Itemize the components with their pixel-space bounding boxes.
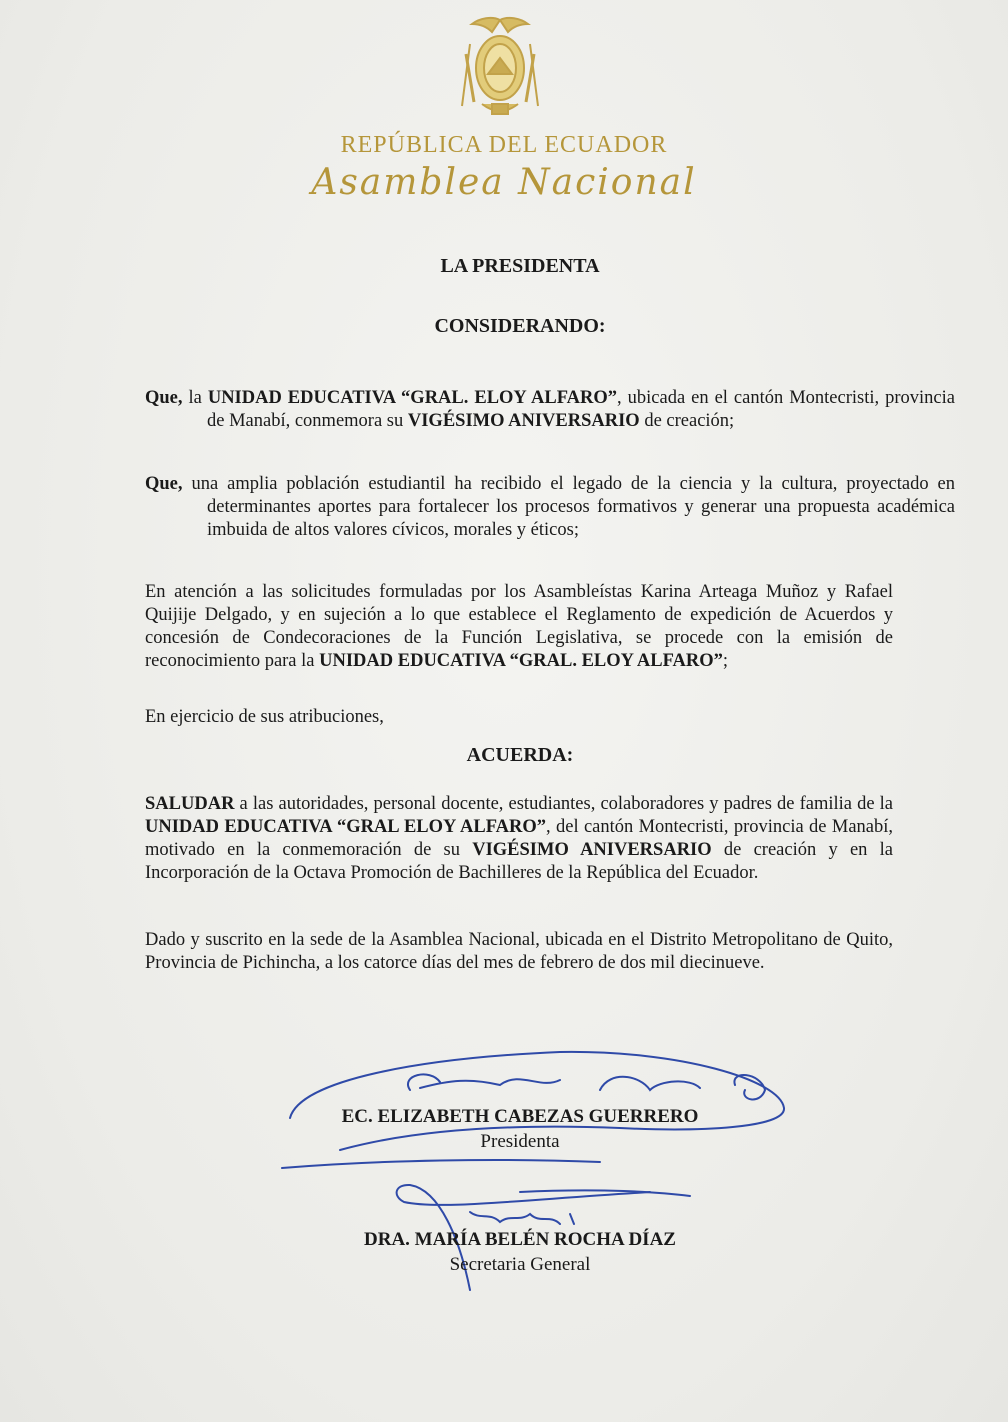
p2-text-1: una amplia población estudiantil ha recibido el legado de la ciencia y la cultura, proyectado en determinantes aportes para fortalecer los procesos formativos y generar una propuesta académica imbuida de altos valores cívicos, morales y éticos;: [182, 474, 955, 540]
paragraph-6: Dado y suscrito en la sede de la Asamblea Nacional, ubicada en el Distrito Metropolitano de Quito, Provincia de Pichincha, a los catorce días del mes de febrero de dos mil diecinueve.: [145, 930, 893, 973]
signature-2-scribble: [470, 1212, 574, 1224]
p1-text-2: , ubicada en el cantón Montecristi, provincia de Manabí, conmemora su: [207, 388, 955, 431]
paragraph-4: En ejercicio de sus atribuciones,: [145, 707, 384, 727]
authority-heading: LA PRESIDENTA: [440, 255, 600, 277]
p3-text-1: En atención a las solicitudes formuladas por los Asambleístas Karina Arteaga Muñoz y Rafael Quijije Delgado, y en sujeción a lo que establece el Reglamento de expedición de Acuerdos y concesión de Condecoraciones de la Función Legislativa, se procede con la emisión de reconocimiento para la: [145, 582, 893, 671]
paragraph-2: [145, 473, 955, 542]
header-country: REPÚBLICA DEL ECUADOR: [340, 132, 668, 158]
p3-text-2: ;: [722, 651, 729, 671]
coat-of-arms-seal: [452, 14, 548, 122]
p1-bold-2: VIGÉSIMO ANIVERSARIO: [407, 411, 640, 431]
p2-lead: Que,: [145, 474, 183, 494]
header-institution: Asamblea Nacional: [311, 162, 697, 203]
p3-bold-1: UNIDAD EDUCATIVA “GRAL. ELOY ALFARO”: [319, 651, 723, 671]
considering-heading: CONSIDERANDO:: [434, 315, 606, 337]
p1-text-3: de creación;: [639, 411, 735, 431]
p5-text-1: a las autoridades, personal docente, estudiantes, colaboradores y padres de familia de la: [234, 794, 893, 814]
signature-2-name: DRA. MARÍA BELÉN ROCHA DÍAZ: [364, 1229, 676, 1250]
p5-bold-3: VIGÉSIMO ANIVERSARIO: [472, 840, 712, 860]
paragraph-5: [145, 793, 893, 885]
paragraph-3: [145, 581, 893, 673]
signature-1-name: EC. ELIZABETH CABEZAS GUERRERO: [341, 1106, 699, 1127]
agrees-heading: ACUERDA:: [466, 744, 574, 766]
p5-text-3: de creación y en la Incorporación de la Octava Promoción de Bachilleres de la República del Ecuador.: [145, 840, 894, 883]
p5-bold-1: SALUDAR: [145, 794, 235, 814]
signature-1-stroke: [282, 1160, 600, 1168]
p1-lead: Que,: [145, 388, 183, 408]
signature-1-scribble: [408, 1074, 765, 1099]
p1-text-1: la: [182, 388, 208, 408]
p1-bold-1: UNIDAD EDUCATIVA “GRAL. ELOY ALFARO”: [207, 388, 618, 408]
p5-bold-2: UNIDAD EDUCATIVA “GRAL ELOY ALFARO”: [145, 817, 547, 837]
p5-text-2: , del cantón Montecristi, provincia de Manabí, motivado en la conmemoración de su: [145, 817, 893, 860]
paragraph-1: [145, 387, 955, 433]
signature-1-role: Presidenta: [480, 1131, 560, 1152]
signature-2-tail: [520, 1190, 690, 1196]
signature-2-role: Secretaria General: [449, 1254, 591, 1275]
